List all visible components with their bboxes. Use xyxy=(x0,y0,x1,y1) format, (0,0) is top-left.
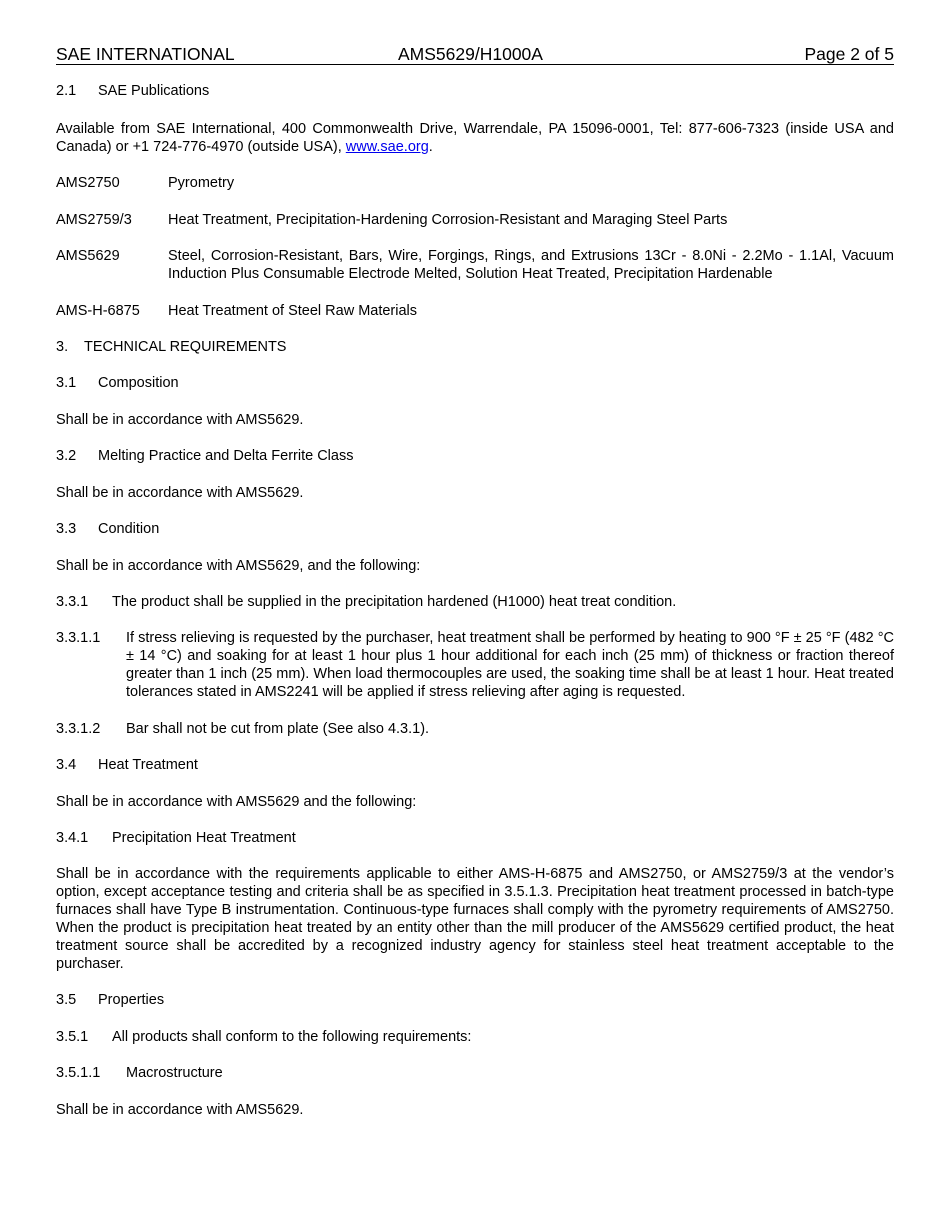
section-title: Melting Practice and Delta Ferrite Class xyxy=(98,448,354,464)
reference-title: Heat Treatment, Precipitation-Hardening Corrosion-Resistant and Maraging Steel Parts xyxy=(168,212,728,228)
availability-end: . xyxy=(428,139,433,155)
section-title: Composition xyxy=(98,375,179,391)
reference-title: Heat Treatment of Steel Raw Materials xyxy=(168,303,418,319)
sae-website-link[interactable]: www.sae.org xyxy=(345,139,429,155)
reference-item xyxy=(56,302,894,320)
section-number: 3.1 xyxy=(56,375,77,391)
section-3-2-heading xyxy=(56,447,894,465)
reference-item xyxy=(56,247,894,283)
section-3-3-heading xyxy=(56,520,894,538)
section-3-3-1-1 xyxy=(56,629,894,701)
section-number: 3.4.1 xyxy=(56,830,89,846)
section-number: 3.3 xyxy=(56,521,77,537)
section-3-5-1 xyxy=(56,1028,894,1046)
availability-paragraph xyxy=(56,120,894,156)
reference-item xyxy=(56,211,894,229)
header-page-number: Page 2 of 5 xyxy=(804,44,894,64)
reference-title: Steel, Corrosion-Resistant, Bars, Wire, Forgings, Rings, and Extrusions 13Cr - 8.0Ni - 2.2Mo - 1.1Al, Vacuum Induction Plus Consumable Electrode Melted, Solution Heat Treated, Precipitation Hardenable xyxy=(168,248,894,282)
section-3-2-body: Shall be in accordance with AMS5629. xyxy=(56,485,304,501)
section-3-3-1-2 xyxy=(56,720,894,738)
document-page xyxy=(56,44,894,1118)
availability-text: Available from SAE International, 400 Commonwealth Drive, Warrendale, PA 15096-0001, Tel: 877-606-7323 (inside USA and Canada) or +1 724-776-4970 (outside USA), xyxy=(56,121,894,155)
section-3-4-1-heading xyxy=(56,829,894,847)
section-number: 3.3.1 xyxy=(56,594,89,610)
section-3-4-heading xyxy=(56,756,894,774)
section-title: Precipitation Heat Treatment xyxy=(112,830,296,846)
section-title: Properties xyxy=(98,992,165,1008)
reference-code: AMS-H-6875 xyxy=(56,303,140,319)
section-2-1-heading xyxy=(56,82,894,100)
section-title: Macrostructure xyxy=(126,1065,223,1081)
section-3-4-body: Shall be in accordance with AMS5629 and the following: xyxy=(56,794,417,810)
section-text: The product shall be supplied in the precipitation hardened (H1000) heat treat condition. xyxy=(112,594,677,610)
section-3-1-body: Shall be in accordance with AMS5629. xyxy=(56,412,304,428)
section-number: 3. xyxy=(56,339,69,355)
header-org: SAE INTERNATIONAL xyxy=(56,44,235,64)
reference-item xyxy=(56,174,894,192)
section-number: 3.4 xyxy=(56,757,77,773)
section-3-1-heading xyxy=(56,374,894,392)
section-3-3-body: Shall be in accordance with AMS5629, and the following: xyxy=(56,558,421,574)
reference-code: AMS2750 xyxy=(56,175,120,191)
section-number: 2.1 xyxy=(56,83,77,99)
reference-title: Pyrometry xyxy=(168,175,235,191)
section-3-5-1-1-body: Shall be in accordance with AMS5629. xyxy=(56,1102,304,1118)
page-header xyxy=(56,44,894,65)
section-title: Condition xyxy=(98,521,160,537)
section-3-4-1-body: Shall be in accordance with the requirements applicable to either AMS-H-6875 and AMS2750, or AMS2759/3 at the vendor’s option, except acceptance testing and criteria shall be as specified in 3.5.1.3. Precipitation heat treatment processed in batch-type furnaces shall have Type B instrumentation. Continuous-type furnaces shall comply with the pyrometry requirements of AMS2750. When the product is precipitation heat treated by an entity other than the mill producer of the AMS5629 certified product, the heat treatment source shall be accredited by a recognized industry agency for stainless steel heat treatment acceptable to the purchaser. xyxy=(56,866,894,972)
section-3-5-1-1-heading xyxy=(56,1064,894,1082)
section-number: 3.3.1.2 xyxy=(56,721,101,737)
section-number: 3.5 xyxy=(56,992,77,1008)
section-title: SAE Publications xyxy=(98,83,210,99)
reference-code: AMS2759/3 xyxy=(56,212,132,228)
section-3-3-1 xyxy=(56,593,894,611)
section-title: TECHNICAL REQUIREMENTS xyxy=(84,339,287,355)
section-3-5-heading xyxy=(56,991,894,1009)
section-title: Heat Treatment xyxy=(98,757,198,773)
section-number: 3.2 xyxy=(56,448,77,464)
section-number: 3.3.1.1 xyxy=(56,630,101,646)
section-3-heading xyxy=(56,338,894,356)
section-number: 3.5.1 xyxy=(56,1029,89,1045)
section-text: Bar shall not be cut from plate (See also 4.3.1). xyxy=(126,721,430,737)
section-number: 3.5.1.1 xyxy=(56,1065,101,1081)
reference-code: AMS5629 xyxy=(56,248,120,264)
header-doc-id: AMS5629/H1000A xyxy=(398,44,543,64)
section-text: If stress relieving is requested by the purchaser, heat treatment shall be performed by heating to 900 °F ± 25 °F (482 °C ± 14 °C) and soaking for at least 1 hour plus 1 hour additional for each inch (25 mm) of thickness or fraction thereof greater than 1 inch (25 mm). When load thermocouples are used, the soaking time shall be at least 1 hour. Heat treated tolerances stated in AMS2241 will be applied if stress relieving after aging is requested. xyxy=(126,630,894,700)
section-text: All products shall conform to the following requirements: xyxy=(112,1029,472,1045)
